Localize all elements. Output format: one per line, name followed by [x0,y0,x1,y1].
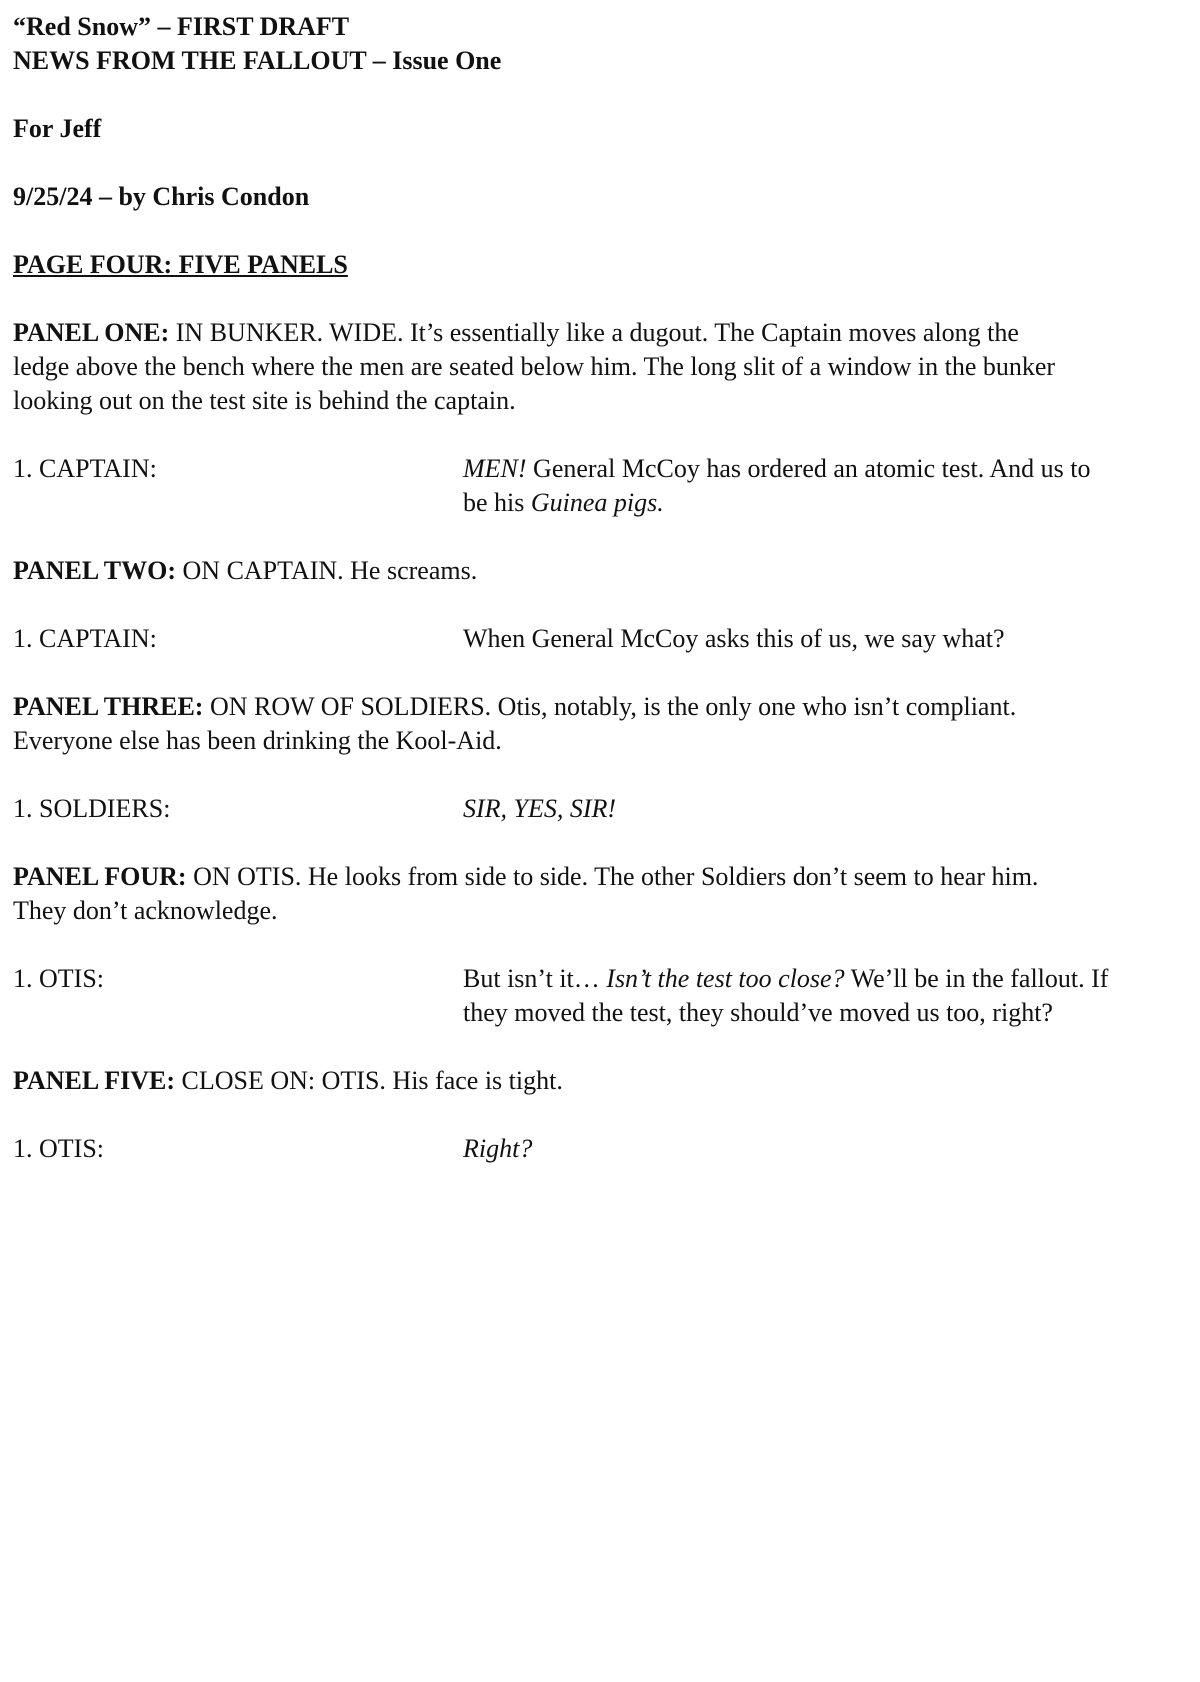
panel-one-dialogue [13,452,1188,517]
speaker-name: 1. CAPTAIN: [13,624,157,653]
panel-four-description [13,860,1188,928]
dialogue-emphasis: Guinea pigs. [530,488,664,517]
dialogue-text: they moved the test, they should’ve moved us too, right? [463,998,1053,1027]
speaker-name: 1. OTIS: [13,1134,104,1163]
speaker-name: 1. SOLDIERS: [13,794,171,823]
panel-label: PANEL FIVE: [13,1066,176,1095]
panel-one-description [13,316,1188,418]
panel-two-description [13,554,1188,588]
dialogue-text: Right? [463,1134,533,1163]
panel-three-dialogue [13,792,1188,826]
panel-desc-line: ON ROW OF SOLDIERS. Otis, notably, is the only one who isn’t compliant. [203,692,1017,721]
page-heading-wrap [13,248,1188,282]
panel-desc-line: looking out on the test site is behind the captain. [13,386,516,415]
panel-three-description [13,690,1188,758]
page-heading: PAGE FOUR: FIVE PANELS [13,250,348,279]
panel-desc-line: They don’t acknowledge. [13,896,278,925]
dialogue-text: General McCoy has ordered an atomic test. And us to [526,454,1091,483]
panel-desc-line: CLOSE ON: OTIS. His face is tight. [175,1066,563,1095]
byline: 9/25/24 – by Chris Condon [13,182,310,211]
document-title: “Red Snow” – FIRST DRAFT [13,12,350,41]
panel-five-dialogue [13,1132,1188,1166]
panel-desc-line: Everyone else has been drinking the Kool-Aid. [13,726,502,755]
panel-label: PANEL TWO: [13,556,177,585]
panel-five-description [13,1064,1188,1098]
speaker-name: 1. CAPTAIN: [13,454,157,483]
panel-label: PANEL FOUR: [13,862,187,891]
panel-label: PANEL THREE: [13,692,204,721]
panel-label: PANEL ONE: [13,318,170,347]
dialogue-text: But isn’t it… [463,964,607,993]
dialogue-text: When General McCoy asks this of us, we say what? [463,624,1005,653]
panel-four-dialogue [13,962,1188,1027]
panel-desc-line: ON OTIS. He looks from side to side. The other Soldiers don’t seem to hear him. [186,862,1039,891]
panel-two-dialogue [13,622,1188,656]
dialogue-emphasis: Isn’t the test too close? [606,964,845,993]
speaker-name: 1. OTIS: [13,964,104,993]
dialogue-text: We’ll be in the fallout. If [844,964,1109,993]
panel-desc-line: IN BUNKER. WIDE. It’s essentially like a dugout. The Captain moves along the [169,318,1019,347]
document-subtitle: NEWS FROM THE FALLOUT – Issue One [13,46,502,75]
dialogue-text: be his [463,488,531,517]
panel-desc-line: ledge above the bench where the men are seated below him. The long slit of a window in the bunker [13,352,1056,381]
panel-desc-line: ON CAPTAIN. He screams. [176,556,478,585]
dialogue-emphasis: MEN! [463,454,527,483]
dialogue-text: SIR, YES, SIR! [463,794,617,823]
dedication: For Jeff [13,114,102,143]
